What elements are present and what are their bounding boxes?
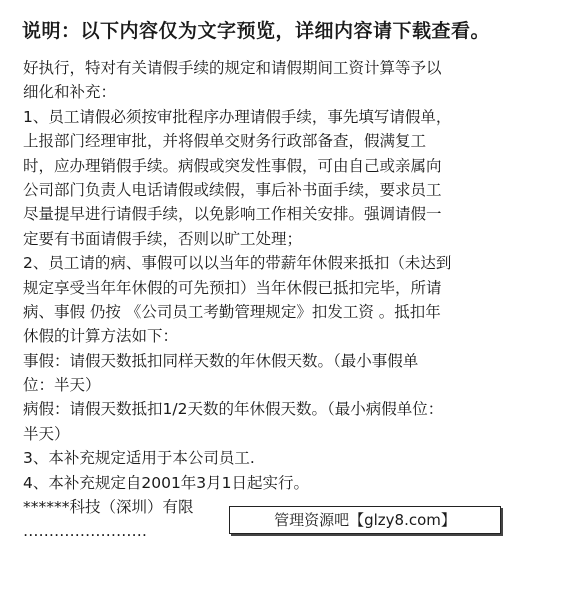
text-line: 4、本补充规定自2001年3月1日起实行。 <box>23 473 310 492</box>
text-line: 细化和补充： <box>23 83 117 102</box>
text-line: 病、事假 仍按 《公司员工考勤管理规定》扣发工资 。抵扣年 <box>23 302 441 321</box>
text-line: 病假：请假天数抵扣1/2天数的年休假天数。（最小病假单位： <box>23 400 444 419</box>
text-line: 好执行，特对有关请假手续的规定和请假期间工资计算等予以 <box>23 59 442 77</box>
watermark-label: 管理资源吧【glzy8.com】 <box>229 506 501 534</box>
company-line: ******科技（深圳）有限 <box>23 498 194 517</box>
text-line: 1、员工请假必须按审批程序办理请假手续，事先填写请假单， <box>23 107 452 126</box>
text-line: 上报部门经理审批，并将假单交财务行政部备查，假满复工 <box>23 132 427 151</box>
text-line: 尽量提早进行请假手续，以免影响工作相关安排。强调请假一 <box>23 205 442 224</box>
text-line: 休假的计算方法如下： <box>23 327 179 346</box>
text-line: 时，应办理销假手续。病假或突发性事假，可由自己或亲属向 <box>23 156 442 175</box>
preview-notice: 说明：以下内容仅为文字预览，详细内容请下载查看。 <box>22 20 491 42</box>
text-line: 事假：请假天数抵扣同样天数的年休假天数。（最小事假单 <box>23 351 419 370</box>
text-line: 2、员工请的病、事假可以以当年的带薪年休假来抵扣（未达到 <box>23 254 452 273</box>
text-line: 定要有书面请假手续，否则以旷工处理； <box>23 229 303 248</box>
document-body <box>23 56 553 544</box>
text-line: 公司部门负责人电话请假或续假，事后补书面手续，要求员工 <box>23 180 442 199</box>
ellipsis-line: …………………… <box>23 522 147 541</box>
text-line: 3、本补充规定适用于本公司员工. <box>23 449 255 468</box>
text-line: 位：半天） <box>23 376 101 395</box>
text-line: 规定享受当年年休假的可先预扣）当年休假已抵扣完毕，所请 <box>23 278 442 297</box>
text-line: 半天） <box>23 424 70 443</box>
